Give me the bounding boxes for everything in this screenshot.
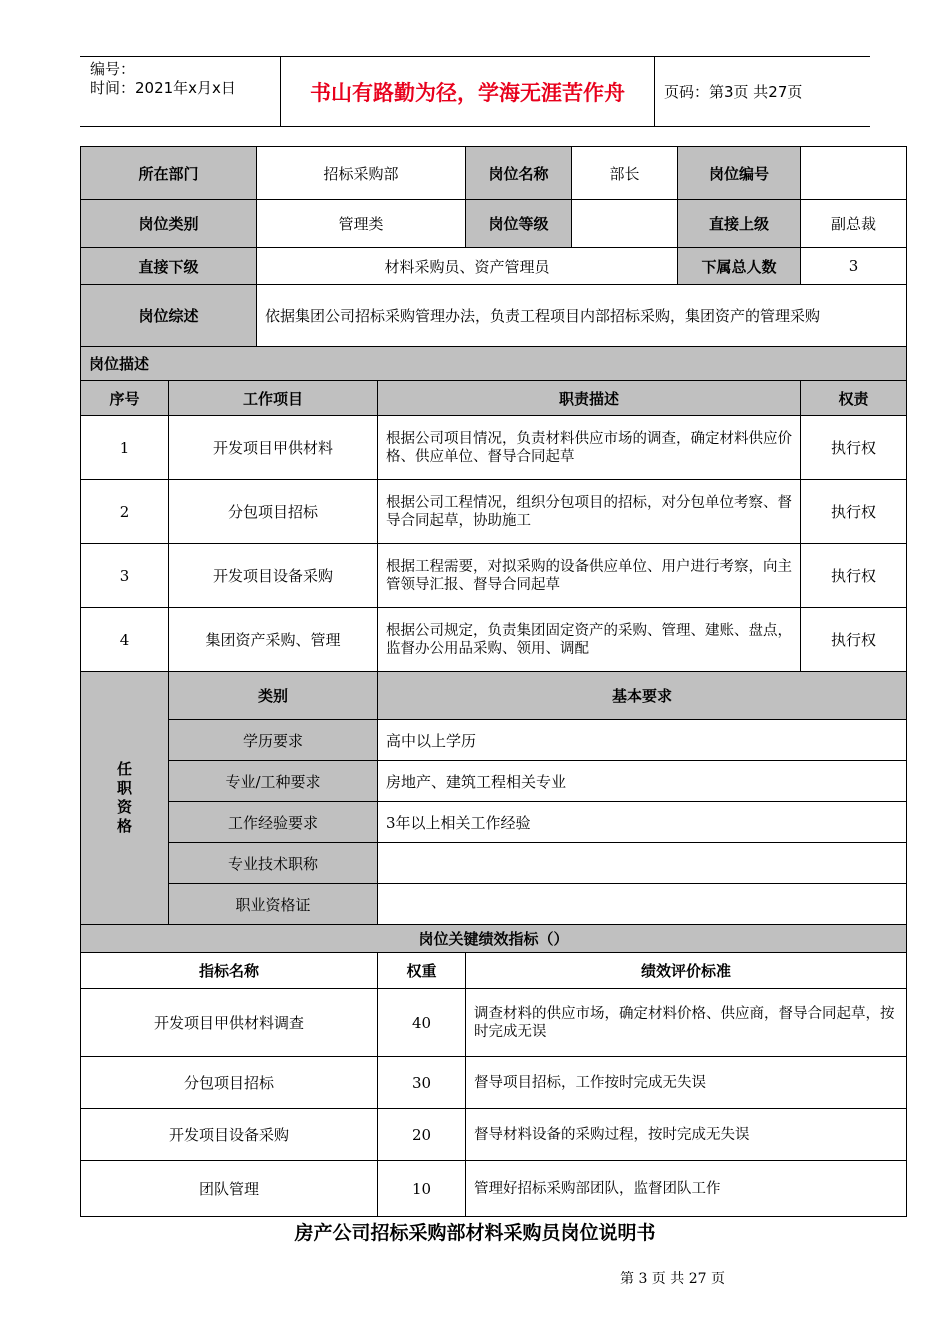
duty-desc: 根据公司工程情况，组织分包项目的招标，对分包单位考察、督导合同起草，协助施工 — [378, 480, 801, 544]
header-motto: 书山有路勤为径，学海无涯苦作舟 — [280, 57, 655, 126]
kpi-std: 督导项目招标，工作按时完成无失误 — [466, 1057, 907, 1109]
qual-type: 职业资格证 — [169, 884, 378, 925]
subordinate-label: 直接下级 — [81, 248, 257, 285]
duty-right: 执行权 — [801, 416, 907, 480]
post-type-value: 管理类 — [257, 200, 466, 248]
summary-value: 依据集团公司招标采购管理办法，负责工程项目内部招标采购，集团资产的管理采购 — [257, 285, 907, 347]
kpi-std: 管理好招标采购部团队，监督团队工作 — [466, 1161, 907, 1217]
qual-row — [81, 843, 907, 884]
kpi-weight: 30 — [378, 1057, 466, 1109]
job-description-table — [80, 146, 907, 1217]
duty-no: 2 — [81, 480, 169, 544]
qual-req: 房地产、建筑工程相关专业 — [378, 761, 907, 802]
duty-no: 1 — [81, 416, 169, 480]
code-label: 编号： — [90, 60, 136, 78]
kpi-name: 分包项目招标 — [81, 1057, 378, 1109]
kpi-row — [81, 1057, 907, 1109]
dept-label: 所在部门 — [81, 147, 257, 200]
post-name-value: 部长 — [572, 147, 678, 200]
superior-label: 直接上级 — [678, 200, 801, 248]
kpi-name: 开发项目设备采购 — [81, 1109, 378, 1161]
subordinate-value: 材料采购员、资产管理员 — [257, 248, 678, 285]
duties-col-desc: 职责描述 — [378, 381, 801, 416]
duty-row — [81, 544, 907, 608]
kpi-col-weight: 权重 — [378, 953, 466, 989]
kpi-section-title: 岗位关键绩效指标（） — [81, 925, 907, 953]
duty-desc: 根据公司规定，负责集团固定资产的采购、管理、建账、盘点，监督办公用品采购、领用、调配 — [378, 608, 801, 672]
duty-no: 3 — [81, 544, 169, 608]
summary-label: 岗位综述 — [81, 285, 257, 347]
duty-row — [81, 416, 907, 480]
kpi-row — [81, 1109, 907, 1161]
duty-item: 开发项目甲供材料 — [169, 416, 378, 480]
qual-row — [81, 761, 907, 802]
duty-no: 4 — [81, 608, 169, 672]
duty-right: 执行权 — [801, 480, 907, 544]
kpi-col-name: 指标名称 — [81, 953, 378, 989]
duty-desc: 根据公司项目情况，负责材料供应市场的调查，确定材料供应价格、供应单位、督导合同起草 — [378, 416, 801, 480]
qual-type: 专业技术职称 — [169, 843, 378, 884]
qual-col-req: 基本要求 — [378, 672, 907, 720]
qual-req — [378, 884, 907, 925]
kpi-row — [81, 1161, 907, 1217]
kpi-row — [81, 989, 907, 1057]
qual-type: 工作经验要求 — [169, 802, 378, 843]
kpi-weight: 20 — [378, 1109, 466, 1161]
kpi-std: 调查材料的供应市场，确定材料价格、供应商，督导合同起草，按时完成无误 — [466, 989, 907, 1057]
qual-col-type: 类别 — [169, 672, 378, 720]
qual-row — [81, 884, 907, 925]
qual-row — [81, 802, 907, 843]
dept-value: 招标采购部 — [257, 147, 466, 200]
document-title: 房产公司招标采购部材料采购员岗位说明书 — [294, 1222, 656, 1244]
duty-right: 执行权 — [801, 544, 907, 608]
duty-row — [81, 608, 907, 672]
duties-col-item: 工作项目 — [169, 381, 378, 416]
qual-req: 高中以上学历 — [378, 720, 907, 761]
qual-type: 专业/工种要求 — [169, 761, 378, 802]
qual-type: 学历要求 — [169, 720, 378, 761]
header-page-info: 页码：第3页 共27页 — [664, 83, 803, 101]
kpi-std: 督导材料设备的采购过程，按时完成无失误 — [466, 1109, 907, 1161]
duty-desc: 根据工程需要，对拟采购的设备供应单位、用户进行考察，向主管领导汇报、督导合同起草 — [378, 544, 801, 608]
duties-section-title: 岗位描述 — [81, 347, 907, 381]
header-meta — [80, 57, 280, 126]
duty-item: 分包项目招标 — [169, 480, 378, 544]
post-no-value — [801, 147, 907, 200]
post-name-label: 岗位名称 — [466, 147, 572, 200]
post-level-value — [572, 200, 678, 248]
duty-right: 执行权 — [801, 608, 907, 672]
page-header — [80, 56, 870, 127]
kpi-weight: 10 — [378, 1161, 466, 1217]
qual-row — [81, 720, 907, 761]
qual-req — [378, 843, 907, 884]
post-no-label: 岗位编号 — [678, 147, 801, 200]
duty-item: 开发项目设备采购 — [169, 544, 378, 608]
qualification-label: 任 职 资 格 — [81, 672, 169, 925]
duties-col-no: 序号 — [81, 381, 169, 416]
duty-row — [81, 480, 907, 544]
total-value: 3 — [801, 248, 907, 285]
qual-req: 3年以上相关工作经验 — [378, 802, 907, 843]
post-level-label: 岗位等级 — [466, 200, 572, 248]
kpi-col-std: 绩效评价标准 — [466, 953, 907, 989]
total-label: 下属总人数 — [678, 248, 801, 285]
post-type-label: 岗位类别 — [81, 200, 257, 248]
kpi-name: 开发项目甲供材料调查 — [81, 989, 378, 1057]
page-footer: 第 3 页 共 27 页 — [620, 1271, 725, 1287]
duties-col-right: 权责 — [801, 381, 907, 416]
time-label: 时间：2021年x月x日 — [90, 79, 236, 97]
superior-value: 副总裁 — [801, 200, 907, 248]
kpi-name: 团队管理 — [81, 1161, 378, 1217]
kpi-weight: 40 — [378, 989, 466, 1057]
duty-item: 集团资产采购、管理 — [169, 608, 378, 672]
